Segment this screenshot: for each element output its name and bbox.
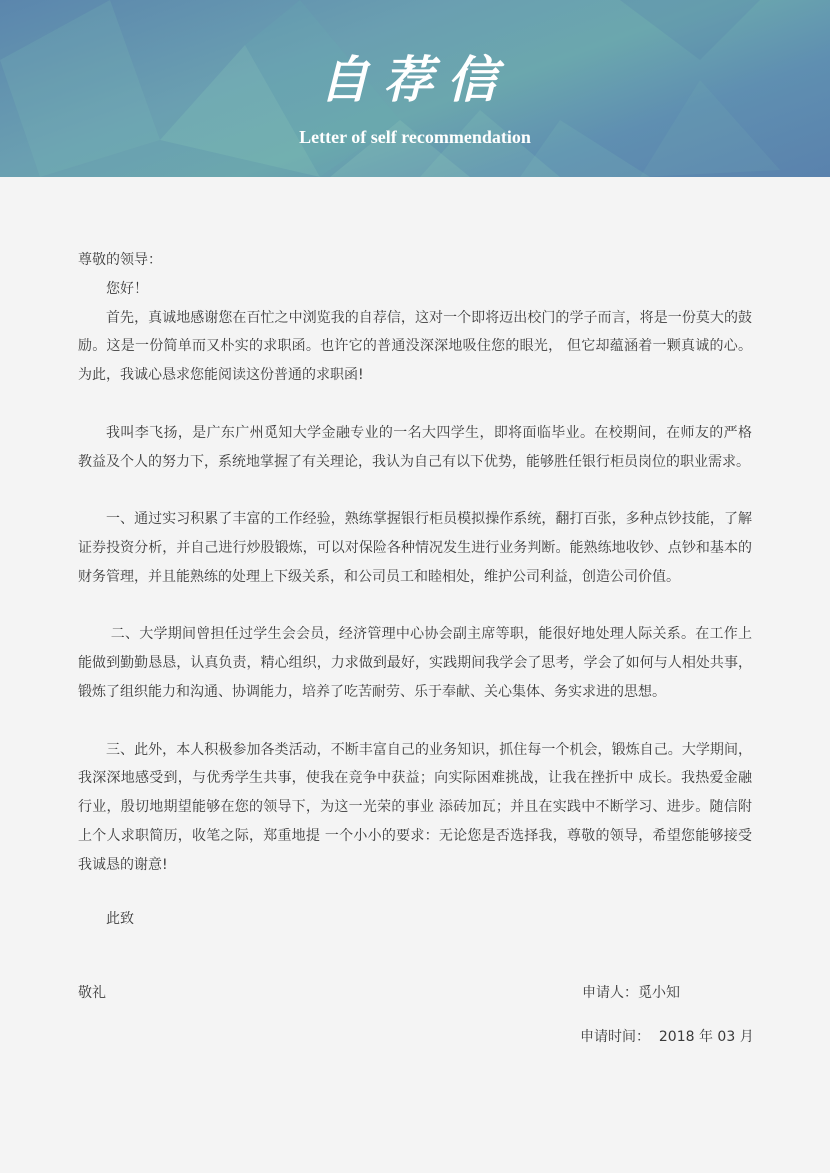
header-banner [0, 0, 830, 177]
greeting: 您好！ [106, 280, 148, 297]
salutation: 尊敬的领导： [78, 252, 162, 268]
letter-body [78, 246, 752, 933]
closing-regards: 敬礼 [78, 985, 106, 1001]
paragraph-point-1: 一、通过实习积累了丰富的工作经验，熟练掌握银行柜员模拟操作系统，翻打百张，多种点钞技能，了解证券投资分析，并自己进行炒股锻炼，可以对保险各种情况发生进行业务判断。能熟练地收钞、点钞和基本的财务管理，并且能熟练的处理上下级关系，和公司员工和睦相处，维护公司利益，创造公司价值。 [78, 511, 752, 585]
paragraph-point-3: 三、此外，本人积极参加各类活动，不断丰富自己的业务知识，抓住每一个机会，锻炼自己。大学期间，我深深地感受到，与优秀学生共事，使我在竞争中获益；向实际困难挑战，让我在挫折中 成长。我热爱金融行业，殷切地期望能够在您的领导下，为这一光荣的事业 添砖加瓦；并且在实践中不断学习、进步。随信附上个人求职简历，收笔之际，郑重地提 一个小小的要求：无论您是否选择我，尊敬的领导，希望您能够接受我诚恳的谢意! [78, 741, 752, 873]
applicant-name: 申请人：觅小知 [582, 985, 680, 1001]
closing-salute: 此致 [106, 910, 134, 927]
paragraph-intro: 首先，真诚地感谢您在百忙之中浏览我的自荐信，这对一个即将迈出校门的学子而言，将是一份莫大的鼓励。这是一份简单而又朴实的求职函。也许它的普通没深深地吸住您的眼光， 但它却蕴涵着一颗真诚的心。为此，我诚心恳求您能阅读这份普通的求职函! [78, 309, 752, 384]
paragraph-point-2: 二、大学期间曾担任过学生会会员，经济管理中心协会副主席等职，能很好地处理人际关系。在工作上能做到勤勤恳恳，认真负责，精心组织，力求做到最好，实践期间我学会了思考，学会了如何与人相处共事，锻炼了组织能力和沟通、协调能力，培养了吃苦耐劳、乐于奉献、关心集体、务实求进的思想。 [78, 626, 753, 700]
page-subtitle: Letter of self recommendation [299, 127, 531, 147]
page-title: 自荐信 [319, 50, 511, 109]
paragraph-self: 我叫李飞扬，是广东广州觅知大学金融专业的一名大四学生，即将面临毕业。在校期间，在师友的严格 教益及个人的努力下，系统地掌握了有关理论，我认为自己有以下优势，能够胜任银行柜员岗位的职业需求。 [78, 424, 752, 470]
application-date: 申请时间： 2018 年 03 月 [580, 1029, 754, 1045]
